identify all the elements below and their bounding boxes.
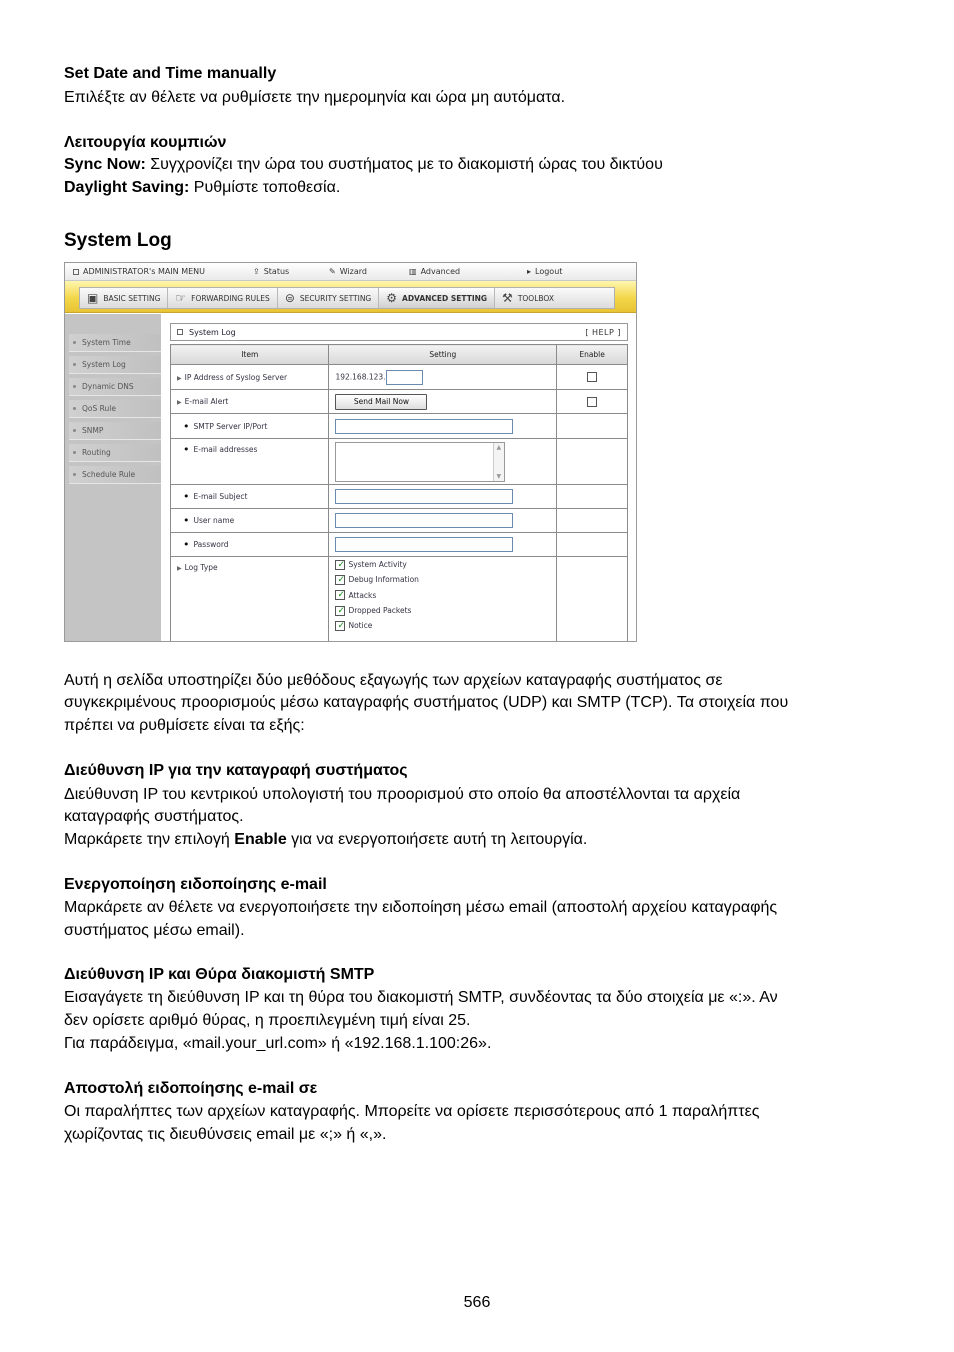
tab-basic-setting[interactable]: ▣ BASIC SETTING — [80, 288, 168, 308]
sidebar-item-qos-rule[interactable]: QoS Rule — [69, 400, 161, 418]
status-icon: ⇪ — [253, 267, 260, 276]
p2-line1: Μαρκάρετε αν θέλετε να ενεργοποιήσετε την ειδοποίηση μέσω email (αποστολή αρχείου καταγραφής — [64, 899, 778, 916]
table-row — [171, 390, 628, 414]
book-icon: ▣ — [87, 291, 99, 305]
tab-security-setting[interactable]: ⊜ SECURITY SETTING — [278, 288, 379, 308]
sidebar-item-schedule-rule[interactable]: Schedule Rule — [69, 466, 161, 484]
username-input[interactable] — [335, 513, 513, 528]
email-subject-input[interactable] — [335, 489, 513, 504]
table-header-row — [171, 345, 628, 365]
col-setting: Setting — [329, 345, 557, 365]
log-dropped-packets-checkbox[interactable] — [335, 606, 345, 616]
router-screenshot — [64, 262, 637, 642]
bullet-icon — [73, 451, 76, 454]
heading-send-email: Αποστολή ειδοποίησης e-mail σε — [64, 1080, 318, 1097]
table-row — [171, 439, 628, 485]
p1-line2: καταγραφής συστήματος. — [64, 808, 244, 825]
arrow-icon: ▶ — [177, 399, 182, 406]
textarea-scrollbar[interactable] — [493, 443, 504, 481]
main-panel — [170, 323, 628, 642]
advanced-setting-icon: ⚙ — [386, 291, 398, 305]
daylight-line — [64, 177, 340, 200]
nav-status[interactable]: ⇪ Status — [253, 267, 290, 276]
log-type-option[interactable]: ✓ Attacks — [335, 588, 556, 603]
p2-line2: συστήματος μέσω email). — [64, 922, 245, 939]
p1-line3: Μαρκάρετε την επιλογή Enable για να ενεργοποιήσετε αυτή τη λειτουργία. — [64, 831, 588, 848]
tab-forwarding-rules[interactable]: ☞ FORWARDING RULES — [168, 288, 277, 308]
panel-square-icon — [177, 329, 183, 335]
syslog-ip-label: IP Address of Syslog Server — [184, 372, 288, 382]
password-input[interactable] — [335, 537, 513, 552]
email-addresses-label: E-mail addresses — [193, 445, 258, 454]
buttons-heading: Λειτουργία κουμπιών — [64, 134, 227, 151]
nav-logout[interactable]: ▸ Logout — [527, 267, 563, 276]
panel-header — [170, 323, 628, 341]
log-system-activity-checkbox[interactable] — [335, 560, 345, 570]
log-notice-checkbox[interactable] — [335, 621, 345, 631]
scroll-up-icon[interactable]: ▲ — [496, 443, 502, 451]
logout-arrow-icon: ▸ — [527, 267, 532, 276]
sidebar — [65, 314, 161, 642]
arrow-icon: ▶ — [177, 565, 182, 572]
email-alert-enable-checkbox[interactable] — [587, 397, 597, 407]
bullet-icon: • — [183, 538, 190, 551]
smtp-server-input[interactable] — [335, 419, 513, 434]
log-type-option[interactable]: ✓ Notice — [335, 618, 556, 633]
table-row — [171, 365, 628, 390]
tab-advanced-setting[interactable]: ⚙ ADVANCED SETTING — [379, 288, 495, 308]
password-label: Password — [193, 540, 229, 549]
intro-text: Επιλέξτε αν θέλετε να ρυθμίσετε την ημερομηνία και ώρα μη αυτόματα. — [64, 89, 566, 106]
sidebar-item-dynamic-dns[interactable]: Dynamic DNS — [69, 378, 161, 396]
forward-icon: ☞ — [175, 291, 187, 305]
page-number: 566 — [463, 1294, 491, 1311]
p3-line3: Για παράδειγμα, «mail.your_url.com» ή «192.168.1.100:26». — [64, 1035, 492, 1052]
tab-strip — [79, 287, 615, 309]
para1-line1: Αυτή η σελίδα υποστηρίζει δύο μεθόδους εξαγωγής των αρχείων καταγραφής συστήματος σε — [64, 672, 723, 689]
daylight-text: Ρυθμίστε τοποθεσία. — [189, 179, 341, 196]
intro-heading: Set Date and Time manually — [64, 65, 277, 82]
para1-line2: συγκεκριμένους προορισμούς μέσω καταγραφής συστήματος (UDP) και SMTP (TCP). Τα στοιχεία που — [64, 694, 789, 711]
table-row — [171, 485, 628, 509]
sync-now-line — [64, 154, 663, 177]
arrow-icon: ▶ — [177, 374, 182, 382]
bullet-icon: • — [183, 419, 190, 433]
para1-line3: πρέπει να ρυθμίσετε είναι τα εξής: — [64, 717, 305, 734]
log-debug-information-checkbox[interactable] — [335, 575, 345, 585]
p4-line2: χωρίζοντας τις διευθύνσεις email με «;» ή «,». — [64, 1126, 387, 1143]
security-icon: ⊜ — [284, 291, 295, 305]
bullet-icon — [73, 341, 76, 344]
log-type-option[interactable]: ✓ Dropped Packets — [335, 603, 556, 618]
heading-syslog-ip: Διεύθυνση IP για την καταγραφή συστήματος — [64, 762, 408, 779]
wizard-icon: ✎ — [329, 267, 336, 276]
bullet-icon: • — [183, 490, 190, 503]
smtp-server-label: SMTP Server IP/Port — [193, 421, 268, 431]
top-nav — [65, 263, 636, 281]
panel-title: System Log — [189, 327, 236, 337]
username-label: User name — [193, 516, 235, 525]
bullet-icon — [73, 407, 76, 410]
bullet-icon: • — [183, 514, 190, 527]
table-row — [171, 533, 628, 557]
tab-bar — [65, 281, 636, 313]
email-addresses-textarea[interactable] — [335, 442, 505, 482]
email-subject-label: E-mail Subject — [193, 492, 248, 501]
enable-term: Enable — [234, 831, 287, 848]
tab-toolbox[interactable]: ⚒ TOOLBOX — [502, 291, 554, 305]
syslog-ip-prefix: 192.168.123. — [335, 372, 386, 381]
advanced-icon: ▥ — [409, 267, 417, 276]
table-row — [171, 414, 628, 439]
sync-now-label: Sync Now: — [64, 156, 146, 173]
bullet-icon — [73, 385, 76, 388]
nav-advanced[interactable]: ▥ Advanced — [409, 267, 461, 276]
sidebar-item-snmp[interactable]: SNMP — [69, 422, 161, 440]
syslog-ip-input[interactable] — [386, 370, 423, 385]
p3-line2: δεν ορίσετε αριθμό θύρας, η προεπιλεγμένη τιμή είναι 25. — [64, 1012, 471, 1029]
bullet-icon — [73, 363, 76, 366]
log-type-option[interactable]: ✓ System Activity — [335, 557, 556, 572]
settings-table — [170, 344, 628, 642]
nav-wizard[interactable]: ✎ Wizard — [329, 267, 367, 276]
col-item: Item — [171, 345, 329, 365]
sidebar-item-routing[interactable]: Routing — [69, 444, 161, 462]
scroll-down-icon[interactable]: ▼ — [496, 472, 502, 480]
bullet-icon — [73, 429, 76, 432]
log-type-option[interactable]: ✓ Debug Information — [335, 572, 556, 587]
col-enable: Enable — [557, 345, 628, 365]
p1-line1: Διεύθυνση IP του κεντρικού υπολογιστή του προορισμού στο οποίο θα αποστέλλονται τα αρχεία — [64, 786, 741, 803]
menu-square-icon — [73, 269, 79, 275]
nav-main-menu[interactable]: ADMINISTRATOR's MAIN MENU — [73, 267, 205, 276]
syslog-enable-checkbox[interactable] — [587, 372, 597, 382]
table-row — [171, 557, 628, 643]
sync-now-text: Συγχρονίζει την ώρα του συστήματος με το διακομιστή ώρας του δικτύου — [145, 156, 663, 173]
section-title: System Log — [64, 230, 172, 251]
table-row — [171, 509, 628, 533]
log-type-label: Log Type — [184, 563, 218, 572]
p3-line1: Εισαγάγετε τη διεύθυνση IP και τη θύρα του διακομιστή SMTP, συνδέοντας τα δύο στοιχεία με «:». Αν — [64, 989, 778, 1006]
help-link[interactable]: [ HELP ] — [585, 327, 621, 337]
sidebar-item-system-log[interactable]: System Log — [69, 356, 161, 374]
sidebar-item-system-time[interactable]: System Time — [69, 334, 161, 352]
email-alert-label: E-mail Alert — [184, 397, 229, 406]
bullet-icon — [73, 473, 76, 476]
log-attacks-checkbox[interactable] — [335, 590, 345, 600]
heading-email-alert: Ενεργοποίηση ειδοποίησης e-mail — [64, 876, 327, 893]
daylight-label: Daylight Saving: — [64, 179, 190, 196]
heading-smtp: Διεύθυνση IP και Θύρα διακομιστή SMTP — [64, 966, 375, 983]
send-mail-now-button[interactable]: Send Mail Now — [335, 394, 427, 410]
toolbox-icon: ⚒ — [502, 291, 513, 305]
bullet-icon: • — [183, 443, 190, 456]
p4-line1: Οι παραλήπτες των αρχείων καταγραφής. Μπορείτε να ορίσετε περισσότερους από 1 παραλήπτες — [64, 1103, 760, 1120]
